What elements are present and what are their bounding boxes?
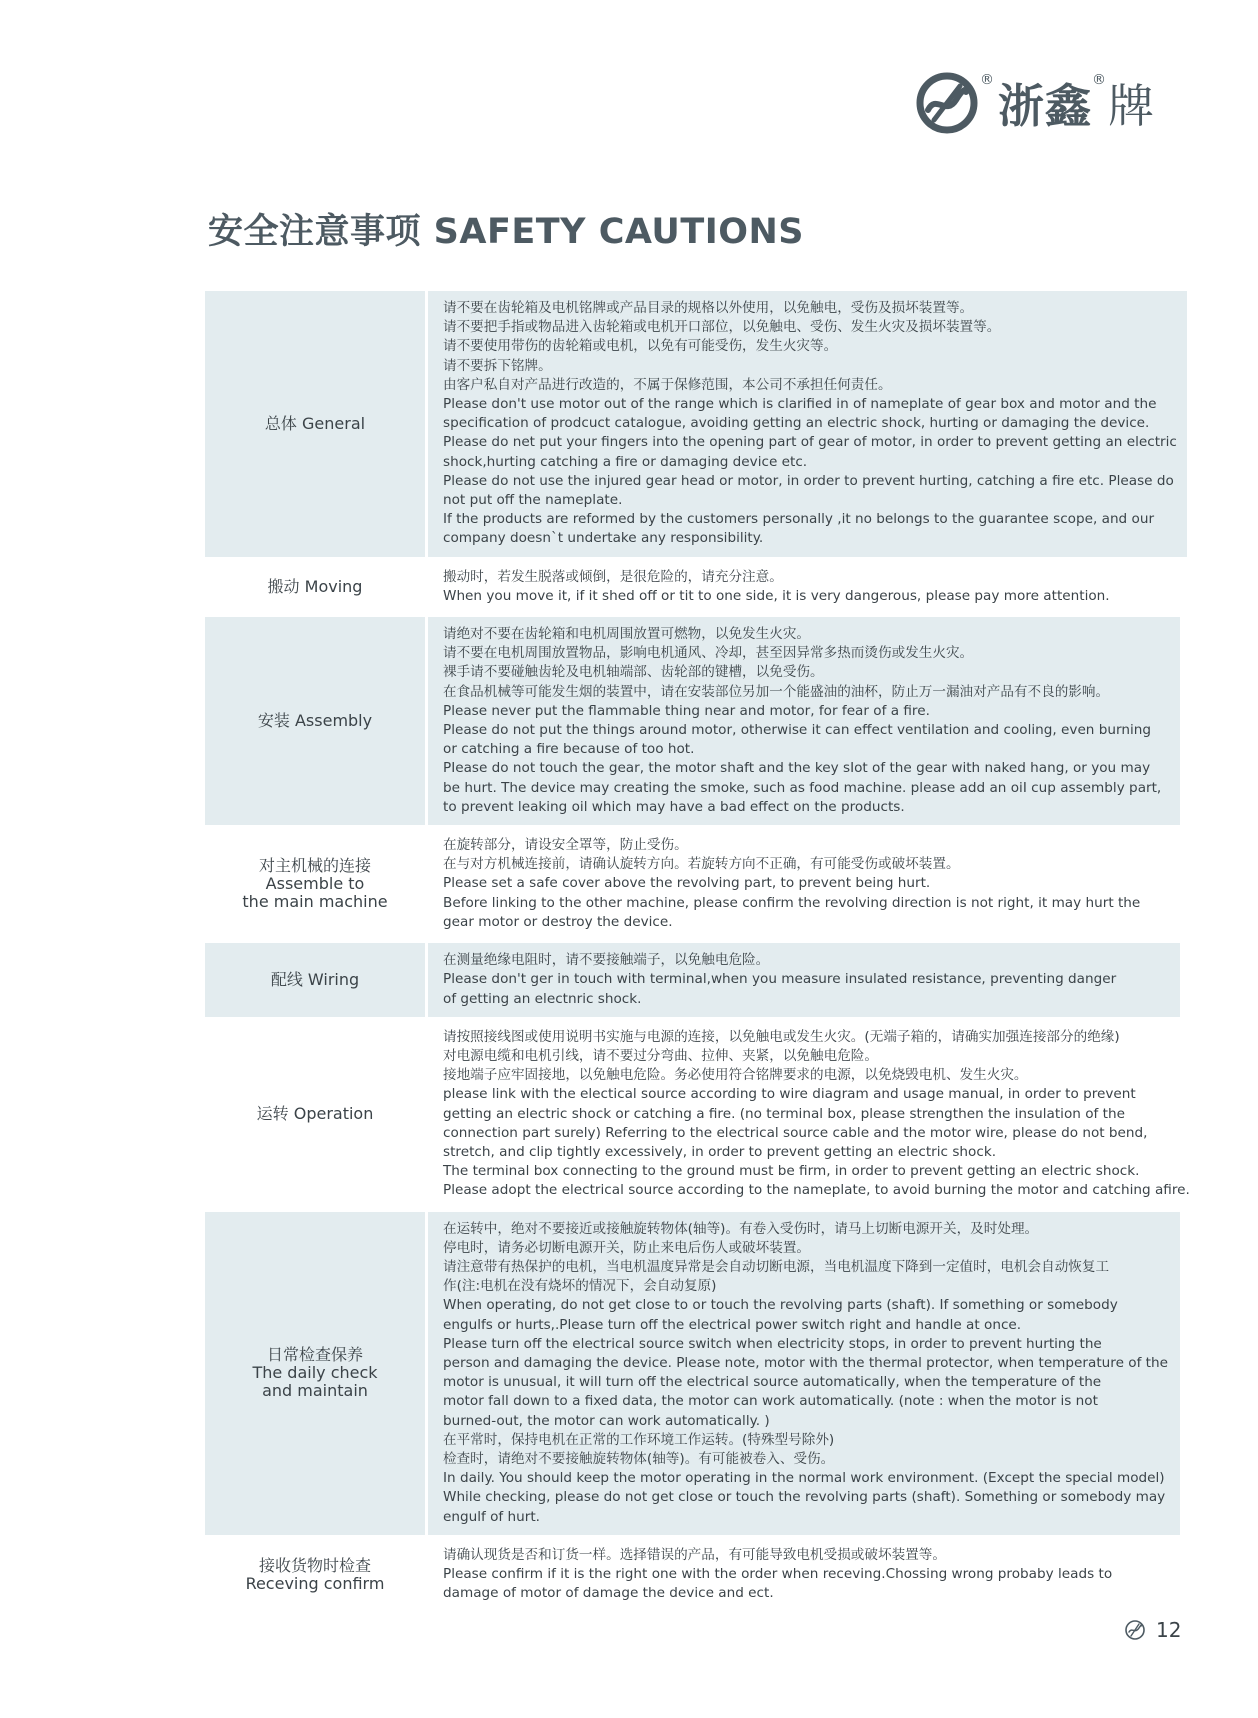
page-footer	[1124, 1618, 1181, 1642]
caution-content	[428, 943, 1180, 1017]
caution-text-line: 在与对方机械连接前，请确认旋转方向。若旋转方向不正确，有可能受伤或破坏装置。	[443, 856, 960, 873]
caution-text-line: The terminal box connecting to the ground must be firm, in order to prevent getting an electric shock.	[443, 1163, 1140, 1180]
caution-text-line: 裸手请不要碰触齿轮及电机轴端部、齿轮部的键槽，以免受伤。	[443, 664, 824, 681]
caution-text-line: connection part surely) Referring to the electrical source cable and the motor wire, please do not bend,	[443, 1124, 1148, 1141]
caution-text-line: engulf of hurt.	[443, 1508, 541, 1525]
caution-text-line: 请注意带有热保护的电机，当电机温度异常是会自动切断电源，当电机温度下降到一定值时，电机会自动恢复工	[443, 1258, 1110, 1275]
caution-category-label	[205, 1020, 425, 1209]
category-label-line: 总体 General	[264, 413, 366, 433]
caution-text-line: Please do net put your fingers into the opening part of gear of motor, in order to prevent getting an electric	[443, 434, 1177, 451]
caution-text-line: of getting an electnric shock.	[443, 990, 642, 1007]
category-label-line: 安装 Assembly	[257, 711, 373, 731]
caution-text-line: 对电源电缆和电机引线，请不要过分弯曲、拉伸、夹紧，以免触电危险。	[443, 1047, 878, 1064]
caution-content	[428, 1538, 1180, 1612]
caution-category-label	[205, 1212, 425, 1535]
caution-text-line: Please don't use motor out of the range which is clarified in of nameplate of gear box and motor and the	[443, 396, 1157, 413]
brand-header	[914, 70, 1154, 136]
caution-text-line: 请不要拆下铭牌。	[443, 357, 552, 374]
category-label-line: 接收货物时检查	[258, 1555, 371, 1575]
brand-suffix: 牌	[1108, 79, 1154, 133]
caution-row	[205, 1020, 1190, 1209]
caution-text-line: gear motor or destroy the device.	[443, 913, 673, 930]
caution-row	[205, 617, 1180, 825]
caution-content	[428, 617, 1180, 825]
caution-text-line: Please confirm if it is the right one with the order when receving.Chossing wrong probaby leads to	[443, 1565, 1113, 1582]
caution-text-line: PIease do not touch the gear, the motor shaft and the key sIot of the gear with naked hang, or you may	[443, 760, 1151, 777]
caution-text-line: or catching a fire because of too hot.	[443, 741, 695, 758]
brand-name: 浙鑫	[998, 79, 1092, 133]
safety-cautions-table	[205, 291, 1190, 1614]
caution-text-line: Please do not use the injured gear head or motor, in order to prevent hurting, catching a fire etc. Please do	[443, 472, 1174, 489]
category-label-line: 对主机械的连接	[258, 856, 371, 876]
caution-text-line: 检查时，请绝对不要接触旋转物体(轴等)。有可能被卷入、受伤。	[443, 1450, 835, 1467]
caution-text-line: 请按照接线图或使用说明书实施与电源的连接，以免触电或发生火灾。(无端子箱的，请确实加强连接部分的绝缘)	[443, 1028, 1120, 1045]
caution-text-line: When operating, do not get close to or touch the revolving parts (shaft). If something or somebody	[443, 1297, 1118, 1314]
category-label-line: the main machine	[242, 892, 388, 912]
caution-text-line: stretch, and clip tightly excessively, in order to prevent getting an electric shock.	[443, 1143, 997, 1160]
caution-text-line: Please turn off the electrical source switch when electricity stops, in order to prevent hurting the	[443, 1335, 1102, 1352]
category-label-line: 配线 Wiring	[270, 969, 360, 989]
page-number: 12	[1156, 1618, 1182, 1642]
caution-text-line: 请不要使用带伤的齿轮箱或电机，以免有可能受伤，发生火灾等。	[443, 338, 838, 355]
caution-text-line: 在平常时，保持电机在正常的工作环境工作运转。(特殊型号除外)	[443, 1431, 835, 1448]
page-title: 安全注意事项 SAFETY CAUTIONS	[208, 212, 804, 252]
caution-text-line: be hurt. The device may creating the smoke, such as food machine. please add an oiI cup assembly part,	[443, 779, 1162, 796]
caution-text-line: Please do not put the things around motor, otherwise it can effect ventilation and cooling, even burning	[443, 722, 1151, 739]
caution-text-line: 作(注:电机在没有烧坏的情况下，会自动复原)	[443, 1278, 717, 1295]
caution-text-line: 在旋转部分，请设安全罩等，防止受伤。	[443, 837, 688, 854]
caution-category-label	[205, 828, 425, 940]
registered-mark: ®	[980, 72, 994, 88]
caution-text-line: not put off the nameplate.	[443, 492, 623, 509]
caution-text-line: motor fall down to a fixed data, the motor can work automatically. (note : when the motor is not	[443, 1393, 1098, 1410]
caution-content	[428, 1020, 1200, 1209]
category-label-line: 运转 Operation	[256, 1104, 374, 1124]
caution-text-line: 在测量绝缘电阻时，请不要接触端子，以免触电危险。	[443, 952, 770, 969]
caution-text-line: 在运转中，绝对不要接近或接触旋转物体(轴等)。有卷入受伤时，请马上切断电源开关，及时处理。	[443, 1220, 1039, 1237]
category-label-line: 日常检查保养	[266, 1345, 363, 1365]
category-label-line: 搬动 Moving	[267, 576, 363, 596]
caution-text-line: motor is unusual, it will turn off the electrical source automatically, when the temperature of the	[443, 1374, 1102, 1391]
caution-text-line: 请确认现货是否和订货一样。选择错误的产品，有可能导致电机受损或破坏装置等。	[443, 1546, 946, 1563]
caution-category-label	[205, 943, 425, 1017]
caution-text-line: Please set a safe cover above the revolving part, to prevent being hurt.	[443, 875, 931, 892]
caution-text-line: Please never put the flammable thing near and motor, for fear of a fire.	[443, 702, 930, 719]
caution-text-line: 请不要在齿轮箱及电机铭牌或产品目录的规格以外使用，以免触电，受伤及损坏装置等。	[443, 300, 974, 316]
caution-category-label	[205, 291, 425, 557]
caution-text-line: 由客户私自对产品进行改造的，不属于保修范围，本公司不承担任何责任。	[443, 376, 892, 393]
caution-content	[428, 560, 1180, 614]
caution-row	[205, 1538, 1180, 1612]
caution-row	[205, 291, 1180, 557]
caution-text-line: company doesn`t undertake any responsibility.	[443, 530, 764, 547]
caution-row	[205, 828, 1180, 940]
caution-text-line: 在食品机械等可能发生烟的装置中，请在安装部位另加一个能盛油的油杯，防止万一漏油对产品有不良的影响。	[443, 683, 1110, 700]
caution-text-line: getting an electric shock or catching a fire. (no terminal box, please strengthen the insulation of the	[443, 1105, 1125, 1122]
caution-text-line: Before linking to the other machine, please confirm the revolving direction is not right, it may hurt the	[443, 894, 1141, 911]
brand-logo-icon	[914, 70, 980, 136]
caution-text-line: While checking, please do not get close or touch the revolving parts (shaft). Something or somebody may	[443, 1489, 1166, 1506]
caution-text-line: Please adopt the electrical source according to the nameplate, to avoid burning the motor and catching afire.	[443, 1182, 1190, 1199]
caution-content	[428, 1212, 1180, 1535]
caution-text-line: to prevent leaking oil which may have a bad effect on the products.	[443, 798, 905, 815]
caution-content	[428, 828, 1180, 940]
caution-text-line: When you move it, if it shed off or tit to one side, it is very dangerous, please pay more attention.	[443, 587, 1110, 604]
caution-text-line: specification of prodcuct catalogue, avoiding getting an electric shock, hurting or damaging the device.	[443, 415, 1150, 432]
caution-content	[428, 291, 1187, 557]
caution-text-line: shock,hurting catching a fire or damaging device etc.	[443, 453, 808, 470]
caution-text-line: 请不要把手指或物品进入齿轮箱或电机开口部位，以免触电、受伤、发生火灾及损坏装置等。	[443, 319, 1001, 336]
caution-text-line: 接地端子应牢固接地，以免触电危险。务必使用符合铭牌要求的电源，以免烧毁电机、发生火灾。	[443, 1067, 1028, 1084]
category-label-line: Receving confirm	[245, 1573, 385, 1593]
caution-text-line: burned-out, the motor can work automatically. )	[443, 1412, 770, 1429]
caution-text-line: 停电时，请务必切断电源开关，防止来电后伤人或破坏装置。	[443, 1239, 811, 1256]
caution-text-line: Please don't ger in touch with terminal,when you measure insulated resistance, preventing danger	[443, 971, 1117, 988]
caution-text-line: In daily. You should keep the motor operating in the normal work environment. (Except the special model)	[443, 1470, 1165, 1487]
caution-text-line: please link with the electical source according to wire diagram and usage manual, in order to prevent	[443, 1086, 1136, 1103]
caution-text-line: damage of motor of damage the device and ect.	[443, 1585, 774, 1602]
caution-text-line: 请不要在电机周围放置物品，影响电机通风、冷却，甚至因异常多热而烫伤或发生火灾。	[443, 645, 974, 662]
caution-category-label	[205, 560, 425, 614]
brand-logo-small-icon	[1124, 1619, 1146, 1641]
category-label-line: The daily check	[252, 1363, 378, 1383]
caution-text-line: 请绝对不要在齿轮箱和电机周围放置可燃物，以免发生火灾。	[443, 626, 811, 643]
registered-mark-2: ®	[1092, 72, 1106, 88]
caution-text-line: person and damaging the device. Please note, motor with the thermal protector, when temperature of the	[443, 1354, 1168, 1371]
caution-category-label	[205, 617, 425, 825]
caution-row	[205, 943, 1180, 1017]
caution-category-label	[205, 1538, 425, 1612]
caution-text-line: If the products are reformed by the customers personally ,it no belongs to the guarantee scope, and our	[443, 511, 1155, 528]
caution-row	[205, 1212, 1180, 1535]
caution-text-line: engulfs or hurts,.Please turn off the electrical power switch right and handle at once.	[443, 1316, 1022, 1333]
category-label-line: Assemble to	[265, 874, 365, 894]
caution-row	[205, 560, 1180, 614]
caution-text-line: 搬动时，若发生脱落或倾倒，是很危险的，请充分注意。	[443, 568, 783, 585]
category-label-line: and maintain	[262, 1381, 368, 1401]
